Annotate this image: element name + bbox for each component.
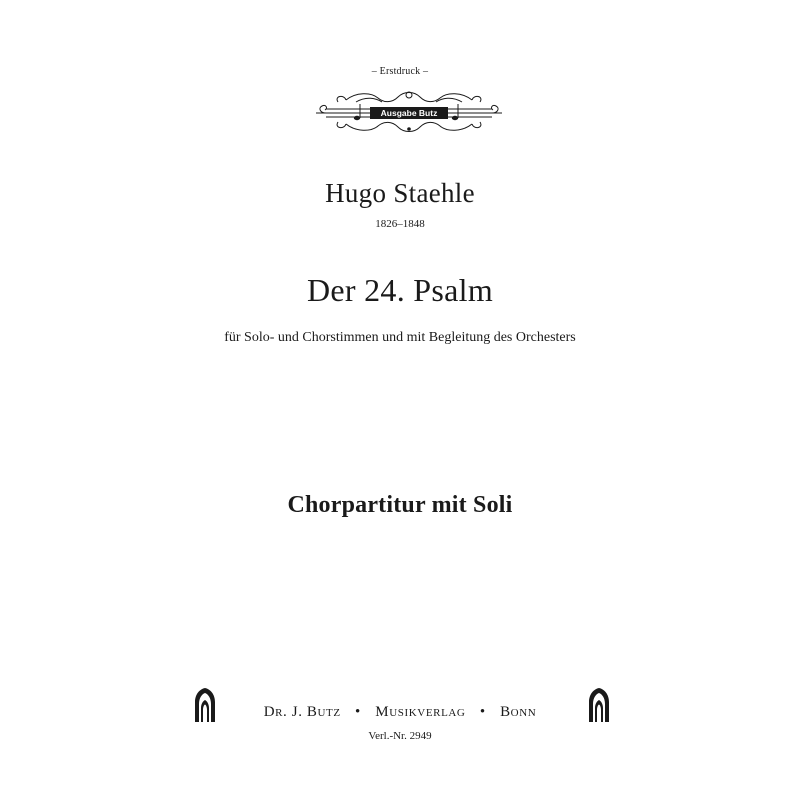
- publisher-row: [0, 688, 800, 728]
- publisher-separator-2: •: [479, 704, 486, 720]
- work-title: Der 24. Psalm: [306, 272, 494, 308]
- edition-label: Chorpartitur mit Soli: [287, 492, 513, 518]
- first-print-label: – Erstdruck –: [371, 66, 429, 77]
- work-subtitle: für Solo- und Chorstimmen und mit Begleitung des Orchesters: [224, 330, 576, 345]
- gothic-arch-icon: [588, 688, 610, 722]
- publisher-part-1: Dr. J. Butz: [263, 704, 341, 720]
- series-ornament: [316, 88, 502, 132]
- series-badge: Ausgabe Butz: [370, 107, 448, 119]
- publisher-part-2: Musikverlag: [375, 704, 466, 720]
- catalog-number: Verl.-Nr. 2949: [368, 730, 432, 742]
- publisher-part-3: Bonn: [500, 704, 537, 720]
- composer-years: 1826–1848: [375, 218, 425, 230]
- publisher-separator-1: •: [355, 704, 361, 720]
- publisher-name: [0, 704, 800, 721]
- composer-name: Hugo Staehle: [325, 178, 475, 208]
